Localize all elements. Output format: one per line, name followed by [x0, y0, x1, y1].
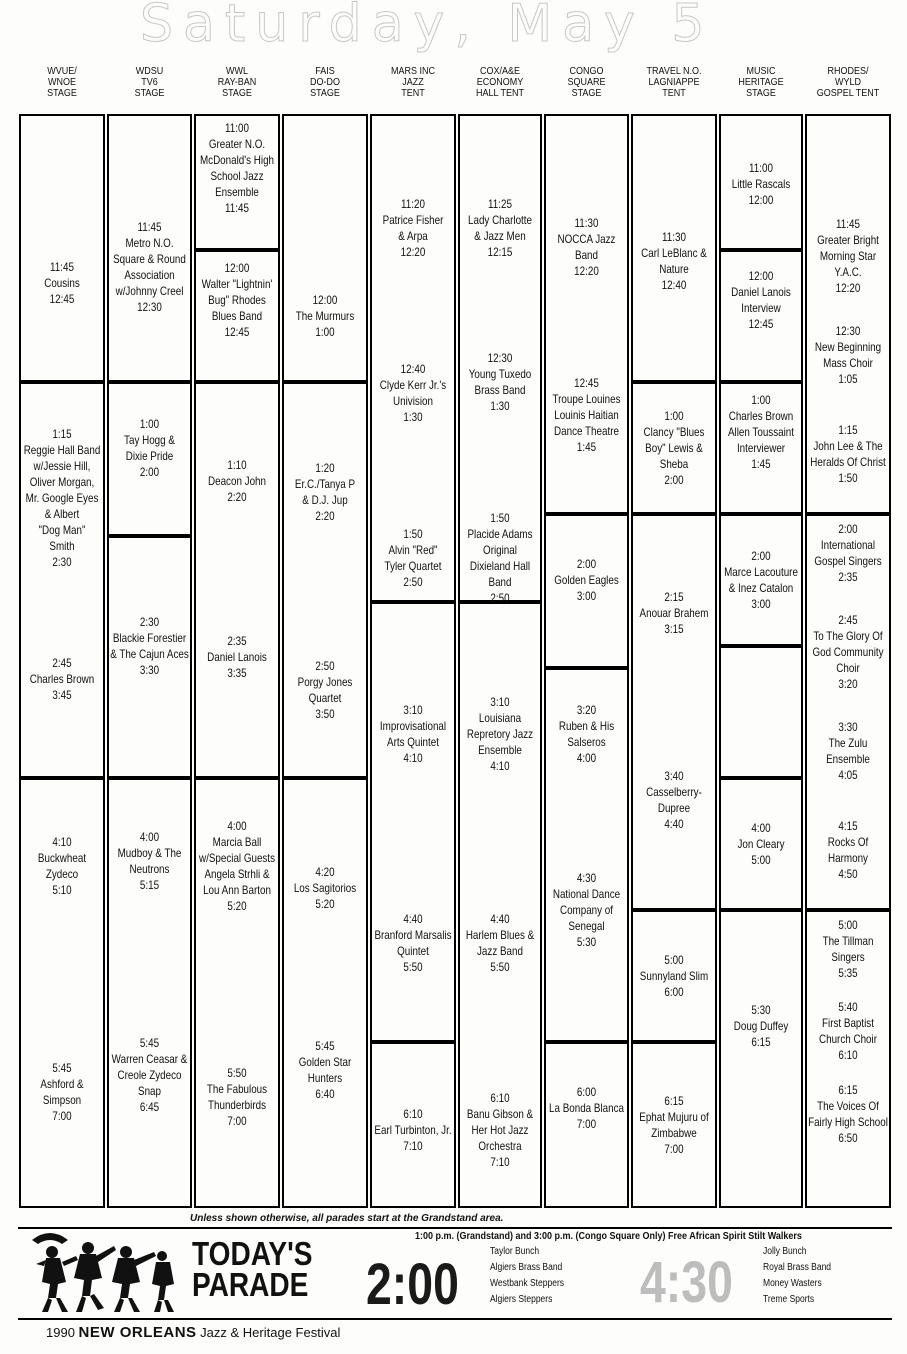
end-time: 2:50 — [403, 575, 423, 589]
performer-name: New Beginning Mass Choir — [814, 339, 882, 370]
performer-name: Carl LeBlanc & Nature — [641, 246, 707, 276]
start-time: 5:45 — [52, 1060, 72, 1075]
performance-entry — [460, 510, 540, 606]
performer-name: Troupe Louines Louinis Haitian Dance Theatre — [552, 392, 621, 438]
performer-name: Anouar Brahem — [639, 606, 709, 620]
start-time: 1:10 — [227, 458, 247, 472]
parade-groups-2 — [763, 1244, 831, 1308]
performer-name: Cousins — [44, 276, 80, 290]
start-time: 5:00 — [664, 953, 684, 967]
start-time: 4:20 — [315, 865, 335, 879]
start-time: 11:45 — [836, 216, 860, 231]
performer-name: Ruben & His Salseros — [558, 719, 615, 749]
end-time: 12:00 — [748, 193, 774, 207]
performance-entry — [546, 375, 627, 455]
performer-name: Daniel Lanois Interview — [731, 284, 791, 315]
start-time: 1:15 — [838, 422, 858, 437]
performer-name: John Lee & The Heralds Of Christ — [810, 438, 886, 469]
start-time: 11:25 — [488, 197, 512, 211]
performance-entry — [460, 694, 540, 774]
end-time: 2:35 — [838, 569, 858, 584]
end-time: 6:50 — [838, 1130, 858, 1145]
end-time: 3:30 — [139, 663, 160, 677]
performance-entry — [196, 818, 278, 914]
end-time: 3:50 — [315, 707, 335, 721]
end-time: 5:15 — [139, 877, 160, 892]
start-time: 11:45 — [50, 260, 74, 274]
start-time: 4:00 — [751, 821, 771, 835]
parade-group: Jolly Bunch — [763, 1246, 807, 1257]
start-time: 4:40 — [403, 912, 423, 926]
parade-time-2: 4:30 — [640, 1250, 733, 1315]
start-time: 2:00 — [576, 557, 597, 571]
performer-name: Daniel Lanois — [207, 650, 267, 664]
performer-name: Young Tuxedo Brass Band — [468, 367, 532, 397]
performance-entry — [721, 548, 801, 612]
start-time: 2:15 — [664, 590, 684, 604]
performer-name: Earl Turbinton, Jr. — [374, 1123, 452, 1137]
end-time: 1:30 — [490, 399, 510, 413]
performance-entry — [721, 820, 801, 868]
performer-name: Greater N.O. McDonald's High School Jazz Ensemble — [199, 137, 275, 199]
performance-entry — [633, 952, 715, 1000]
performer-name: Harlem Blues & Jazz Band — [465, 928, 535, 958]
performer-name: Little Rascals — [731, 177, 791, 191]
start-time: 5:00 — [838, 917, 858, 932]
performance-entry — [109, 219, 190, 315]
performance-entry — [807, 719, 889, 783]
performance-entry — [284, 460, 366, 524]
end-time: 4:05 — [838, 767, 858, 782]
end-time: 5:20 — [315, 897, 335, 911]
performer-name: Warren Ceasar & Creole Zydeco Snap — [111, 1052, 188, 1098]
performance-entry — [807, 999, 889, 1063]
performance-entry — [284, 1038, 366, 1102]
performer-name: International Gospel Singers — [814, 537, 882, 568]
performance-entry — [372, 1106, 454, 1154]
start-time: 5:45 — [315, 1038, 335, 1053]
performance-entry — [460, 196, 540, 260]
end-time: 4:10 — [490, 759, 510, 773]
performance-entry — [633, 589, 715, 637]
end-time: 7:00 — [576, 1117, 597, 1131]
performance-entry — [807, 216, 889, 296]
performance-entry — [546, 215, 627, 279]
stage-header: WWL RAY-BAN STAGE — [217, 66, 257, 99]
start-time: 6:00 — [576, 1085, 597, 1099]
stage-header: TRAVEL N.O. LAGNIAPPE TENT — [646, 66, 702, 99]
stage-header: COX/A&E ECONOMY HALL TENT — [475, 66, 525, 99]
start-time: 3:20 — [576, 703, 597, 717]
divider-bottom — [18, 1318, 892, 1320]
performer-name: Porgy Jones Quartet — [297, 675, 353, 705]
day-title: Saturday, May 5 — [140, 0, 715, 54]
performance-entry — [21, 426, 103, 570]
start-time: 12:45 — [574, 376, 599, 390]
performer-name: Jon Cleary — [737, 837, 785, 851]
performance-entry — [284, 658, 366, 722]
start-time: 11:45 — [137, 219, 162, 234]
end-time: 2:30 — [52, 554, 72, 569]
parade-group: Money Wasters — [763, 1278, 822, 1289]
performer-name: Banu Gibson & Her Hot Jazz Orchestra — [466, 1107, 534, 1153]
performer-name: National Dance Company of Senegal — [552, 887, 621, 933]
stage-header: RHODES/ WYLD GOSPEL TENT — [816, 66, 880, 99]
schedule-cell — [370, 602, 456, 1042]
performer-name: Clancy "Blues Boy" Lewis & Sheba — [643, 425, 705, 471]
end-time: 6:00 — [664, 985, 684, 999]
footer-year: 1990 — [46, 1325, 75, 1340]
parade-groups-1 — [490, 1244, 564, 1308]
performer-name: Placide Adams Original Dixieland Hall Band — [467, 527, 533, 589]
performance-entry — [633, 1093, 715, 1157]
stage-header: WDSU TV6 STAGE — [134, 66, 165, 99]
start-time: 2:00 — [838, 521, 858, 536]
start-time: 2:35 — [227, 634, 247, 648]
end-time: 5:50 — [490, 960, 510, 974]
stage-header: MARS INC JAZZ TENT — [390, 66, 436, 99]
end-time: 4:10 — [403, 751, 423, 765]
performance-entry — [196, 633, 278, 681]
performance-entry — [721, 1002, 801, 1050]
start-time: 2:50 — [315, 659, 335, 673]
start-time: 6:10 — [490, 1091, 510, 1105]
performer-name: Ashford & Simpson — [40, 1076, 84, 1107]
start-time: 12:40 — [400, 362, 426, 376]
performer-name: Branford Marsalis Quintet — [374, 928, 452, 958]
parade-group: Treme Sports — [763, 1294, 815, 1305]
start-time: 12:00 — [312, 293, 338, 307]
performer-name: Marcia Ball w/Special Guests Angela Strhli & Lou Ann Barton — [198, 835, 276, 897]
end-time: 1:45 — [751, 456, 771, 471]
schedule-cell — [282, 114, 368, 382]
end-time: 3:00 — [751, 597, 771, 611]
parade-group: Algiers Steppers — [490, 1294, 553, 1305]
stage-header: WVUE/ WNOE STAGE — [47, 66, 77, 99]
performer-name: To The Glory Of God Community Choir — [812, 628, 884, 675]
performance-entry — [372, 361, 454, 425]
end-time: 12:45 — [49, 292, 75, 306]
performer-name: Charles Brown — [29, 672, 95, 686]
end-time: 7:00 — [52, 1108, 72, 1123]
parade-dancers-icon — [22, 1226, 182, 1318]
start-time: 5:40 — [838, 1000, 858, 1014]
performance-entry — [546, 556, 627, 604]
performance-entry — [633, 768, 715, 832]
end-time: 6:45 — [139, 1100, 160, 1114]
start-time: 3:10 — [403, 703, 423, 717]
performance-entry — [721, 268, 801, 332]
end-time: 12:30 — [137, 299, 162, 314]
end-time: 12:15 — [487, 245, 513, 259]
end-time: 12:20 — [835, 280, 861, 295]
end-time: 5:35 — [838, 965, 858, 980]
start-time: 12:30 — [835, 323, 861, 338]
performance-entry — [21, 1060, 103, 1124]
performer-name: NOCCA Jazz Band — [557, 232, 616, 262]
performance-entry — [21, 259, 103, 307]
end-time: 6:15 — [751, 1034, 771, 1049]
performance-entry — [284, 292, 366, 340]
start-time: 11:00 — [749, 161, 773, 175]
performer-name: Golden Star Hunters — [298, 1054, 352, 1085]
performance-entry — [633, 229, 715, 293]
performance-entry — [109, 829, 190, 893]
schedule-cell — [282, 778, 368, 1208]
end-time: 3:15 — [664, 622, 684, 636]
start-time: 3:30 — [838, 719, 858, 734]
end-time: 3:45 — [52, 688, 72, 702]
start-time: 4:00 — [227, 819, 247, 833]
start-time: 1:00 — [751, 392, 771, 407]
end-time: 3:20 — [838, 676, 858, 691]
performer-name: Louisiana Repretory Jazz Ensemble — [466, 711, 534, 757]
performer-name: Casselberry- Dupree — [646, 785, 702, 815]
performance-entry — [807, 917, 889, 981]
start-time: 2:45 — [52, 656, 72, 670]
performer-name: Reggie Hall Band w/Jessie Hill, Oliver Morgan, Mr. Google Eyes & Albert "Dog Man" Smith — [23, 442, 101, 553]
parade-title — [192, 1235, 313, 1303]
start-time: 2:45 — [838, 612, 858, 627]
end-time: 4:00 — [576, 751, 597, 765]
performer-name: Doug Duffey — [733, 1018, 789, 1033]
end-time: 5:20 — [227, 899, 247, 913]
performance-entry — [109, 1035, 190, 1115]
performer-name: First Baptist Church Choir — [819, 1016, 877, 1046]
performance-entry — [372, 911, 454, 975]
performance-entry — [460, 350, 540, 414]
end-time: 4:40 — [664, 817, 684, 831]
end-time: 12:45 — [224, 324, 250, 339]
parade-title-line2: PARADE — [192, 1266, 309, 1303]
performer-name: Golden Eagles — [554, 573, 619, 587]
festival-footer — [46, 1324, 340, 1341]
performance-entry — [21, 834, 103, 898]
schedule-cell — [719, 910, 803, 1208]
end-time: 12:40 — [661, 278, 687, 292]
performance-entry — [372, 702, 454, 766]
end-time: 5:10 — [52, 883, 72, 897]
performer-name: Mudboy & The Neutrons — [117, 845, 182, 876]
start-time: 1:15 — [52, 426, 72, 441]
start-time: 5:45 — [139, 1036, 160, 1050]
parade-time-1: 2:00 — [366, 1252, 459, 1317]
schedule-cell — [631, 514, 717, 910]
schedule-cell — [194, 382, 280, 778]
performance-entry — [21, 655, 103, 703]
end-time: 4:50 — [838, 866, 858, 881]
performance-entry — [807, 422, 889, 486]
performance-entry — [109, 614, 190, 678]
performer-name: Blackie Forestier & The Cajun Aces — [110, 631, 189, 661]
performance-entry — [807, 1082, 889, 1146]
footer-city: NEW ORLEANS — [78, 1324, 197, 1341]
performer-name: The Murmurs — [295, 309, 355, 323]
performer-name: Alvin "Red" Tyler Quartet — [384, 543, 442, 573]
end-time: 7:00 — [664, 1141, 684, 1156]
end-time: 1:50 — [838, 470, 858, 485]
performer-name: Marce Lacouture & Inez Catalon — [724, 565, 798, 595]
end-time: 11:45 — [225, 201, 249, 215]
start-time: 6:15 — [664, 1093, 684, 1108]
start-time: 1:50 — [490, 511, 510, 525]
performer-name: Patrice Fisher & Arpa — [382, 213, 444, 243]
end-time: 2:00 — [664, 473, 684, 487]
performance-entry — [196, 120, 278, 216]
performer-name: Deacon John — [208, 474, 266, 488]
performance-entry — [721, 160, 801, 208]
schedule-cell — [19, 114, 105, 382]
start-time: 12:00 — [748, 268, 774, 283]
end-time: 12:45 — [748, 316, 774, 331]
end-time: 1:45 — [576, 440, 597, 454]
end-time: 2:00 — [139, 465, 160, 479]
end-time: 6:10 — [838, 1048, 858, 1062]
performance-entry — [196, 1065, 278, 1129]
performance-entry — [807, 612, 889, 692]
performer-name: Los Sagitorios — [293, 881, 357, 895]
start-time: 3:40 — [664, 769, 684, 783]
start-time: 11:00 — [225, 121, 249, 135]
end-time: 2:20 — [315, 509, 335, 523]
start-time: 2:00 — [751, 549, 771, 563]
performer-name: The Fabulous Thunderbirds — [206, 1082, 268, 1112]
parade-schedule-line: 1:00 p.m. (Grandstand) and 3:00 p.m. (Congo Square Only) Free African Spirit Stilt Walkers — [415, 1231, 802, 1242]
parade-group: Royal Brass Band — [763, 1262, 832, 1273]
performer-name: Tay Hogg & Dixie Pride — [124, 433, 175, 463]
performer-name: The Tillman Singers — [822, 933, 874, 964]
performer-name: Metro N.O. Square & Round Association w/Johnny Creel — [113, 235, 186, 298]
end-time: 2:50 — [490, 591, 510, 605]
performer-name: Greater Bright Morning Star Y.A.C. — [817, 232, 879, 279]
end-time: 12:20 — [574, 264, 599, 278]
end-time: 6:40 — [315, 1086, 335, 1101]
start-time: 11:30 — [662, 230, 686, 244]
start-time: 4:10 — [52, 835, 72, 849]
parade-group: Westbank Steppers — [490, 1278, 565, 1289]
start-time: 11:20 — [401, 197, 425, 211]
end-time: 1:00 — [315, 325, 335, 339]
footer-festival: Jazz & Heritage Festival — [200, 1325, 341, 1340]
performance-entry — [807, 323, 889, 387]
performance-entry — [372, 196, 454, 260]
performance-entry — [546, 702, 627, 766]
parade-group: Taylor Bunch — [490, 1246, 540, 1257]
end-time: 12:20 — [400, 245, 426, 259]
start-time: 12:30 — [487, 351, 513, 365]
stage-header: FAIS DO-DO STAGE — [309, 66, 341, 99]
end-time: 7:10 — [403, 1139, 423, 1153]
performance-entry — [721, 392, 801, 472]
end-time: 1:30 — [403, 410, 423, 424]
start-time: 1:00 — [139, 417, 160, 431]
stage-header: CONGO SQUARE STAGE — [567, 66, 606, 99]
performer-name: The Voices Of Fairly High School — [808, 1098, 888, 1129]
end-time: 5:00 — [751, 853, 771, 867]
performer-name: The Zulu Ensemble — [826, 735, 870, 766]
end-time: 2:20 — [227, 490, 247, 504]
performance-entry — [633, 408, 715, 488]
performance-entry — [460, 911, 540, 975]
end-time: 3:00 — [576, 589, 597, 603]
end-time: 3:35 — [227, 666, 247, 680]
start-time: 4:30 — [576, 871, 597, 885]
start-time: 6:15 — [838, 1082, 858, 1097]
start-time: 3:10 — [490, 695, 510, 709]
performance-entry — [109, 416, 190, 480]
performance-entry — [372, 526, 454, 590]
stage-header: MUSIC HERITAGE STAGE — [738, 66, 784, 99]
performer-name: Sunnyland Slim — [639, 969, 709, 983]
end-time: 5:50 — [403, 960, 423, 974]
start-time: 4:00 — [139, 829, 160, 844]
start-time: 11:30 — [574, 216, 599, 230]
start-time: 5:50 — [227, 1066, 247, 1080]
start-time: 12:00 — [224, 260, 250, 275]
performance-entry — [546, 870, 627, 950]
performer-name: La Bonda Blanca — [549, 1101, 624, 1115]
end-time: 7:00 — [227, 1114, 247, 1128]
start-time: 1:50 — [403, 527, 423, 541]
performance-entry — [196, 260, 278, 340]
start-time: 4:15 — [838, 818, 858, 833]
performance-entry — [807, 521, 889, 585]
performer-name: Lady Charlotte & Jazz Men — [467, 213, 532, 243]
parade-title-line1: TODAY'S — [192, 1235, 313, 1272]
performer-name: Er.C./Tanya P & D.J. Jup — [294, 477, 356, 507]
start-time: 6:10 — [403, 1107, 423, 1121]
start-time: 5:30 — [751, 1002, 771, 1017]
start-time: 2:30 — [139, 615, 160, 629]
parade-notice: Unless shown otherwise, all parades start at the Grandstand area. — [190, 1213, 504, 1224]
performance-entry — [196, 457, 278, 505]
performer-name: Rocks Of Harmony — [827, 834, 869, 865]
end-time: 5:30 — [576, 935, 597, 949]
performance-entry — [460, 1090, 540, 1170]
performer-name: Charles Brown Allen Toussaint Interviewer — [727, 408, 795, 455]
performance-entry — [546, 1084, 627, 1132]
schedule-cell — [719, 646, 803, 778]
performer-name: Improvisational Arts Quintet — [379, 719, 447, 749]
performance-entry — [807, 818, 889, 882]
performer-name: Clyde Kerr Jr.'s Univision — [379, 378, 447, 408]
start-time: 1:20 — [315, 461, 335, 475]
start-time: 4:40 — [490, 912, 510, 926]
start-time: 1:00 — [664, 409, 684, 423]
performance-entry — [284, 864, 366, 912]
end-time: 7:10 — [490, 1155, 510, 1169]
performer-name: Walter "Lightnin' Bug" Rhodes Blues Band — [201, 276, 273, 323]
performer-name: Ephat Mujuru of Zimbabwe — [639, 1109, 709, 1140]
parade-group: Algiers Brass Band — [490, 1262, 563, 1273]
performer-name: Buckwheat Zydeco — [37, 851, 87, 881]
end-time: 1:05 — [838, 371, 858, 386]
